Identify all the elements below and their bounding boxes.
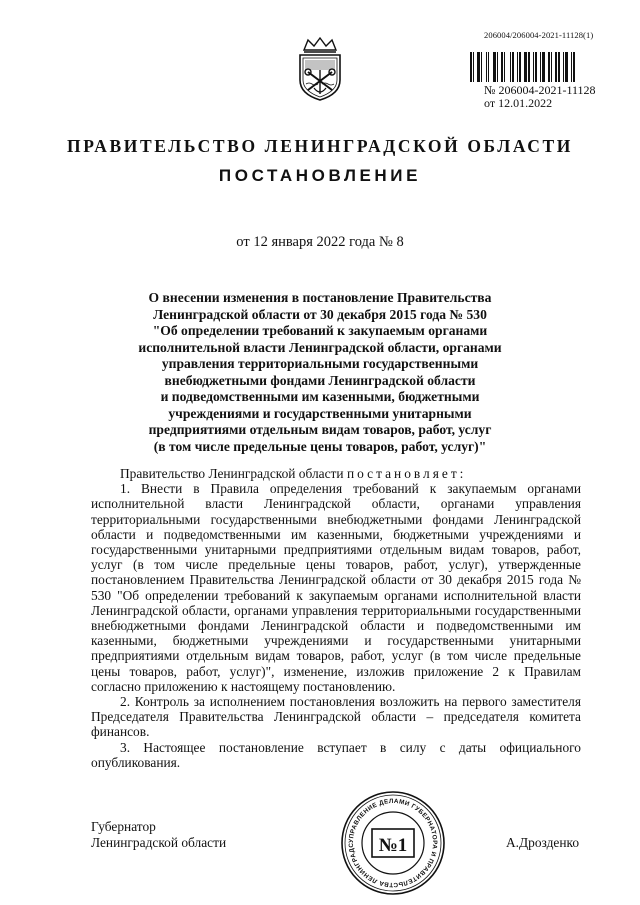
seal-ring-text: УПРАВЛЕНИЕ ДЕЛАМИ ГУБЕРНАТОРА И ПРАВИТЕЛЬСТВА ЛЕНИНГРАДС xyxy=(347,797,439,889)
government-name: ПРАВИТЕЛЬСТВО ЛЕНИНГРАДСКОЙ ОБЛАСТИ xyxy=(66,136,574,156)
title-line: учреждениями и государственными унитарными xyxy=(168,405,472,421)
barcode-bar xyxy=(522,52,523,82)
seal-number: №1 xyxy=(378,835,408,856)
document-reference-small: 206004/206004-2021-11128(1) xyxy=(484,30,594,40)
barcode-bar xyxy=(561,52,562,82)
registration-number: № 206004-2021-11128 xyxy=(484,83,596,97)
barcode-bar xyxy=(531,52,532,82)
decree-title xyxy=(60,290,580,455)
barcode-bar xyxy=(551,52,552,82)
barcode-bar xyxy=(515,52,516,82)
barcode-bar xyxy=(499,52,500,82)
barcode-bar xyxy=(546,52,547,82)
barcode-bar xyxy=(473,52,474,82)
barcode-bar xyxy=(540,52,541,82)
barcode-bar xyxy=(533,52,534,82)
title-line: управления территориальными государственными xyxy=(161,356,479,371)
barcode-bar xyxy=(475,52,476,82)
title-line: "Об определении требований к закупаемым органами xyxy=(152,323,488,338)
barcode-bar xyxy=(519,52,521,82)
barcode-bar xyxy=(548,52,550,82)
decree-date-number: от 12 января 2022 года № 8 xyxy=(236,234,404,250)
title-line: исполнительной власти Ленинградской области, органами xyxy=(138,339,502,355)
signatory-region: Ленинградской области xyxy=(91,835,227,850)
barcode-bar xyxy=(565,52,568,82)
barcode-bar xyxy=(497,52,498,82)
barcode-bar xyxy=(524,52,527,82)
intro-paragraph xyxy=(91,466,581,481)
barcode-bar xyxy=(490,52,492,82)
barcode-bar xyxy=(542,52,545,82)
barcode-bar xyxy=(553,52,554,82)
intro-subject: Правительство Ленинградской области xyxy=(120,466,344,481)
barcode-bar xyxy=(535,52,537,82)
title-line: О внесении изменения в постановление Правительства xyxy=(148,290,492,305)
title-line: Ленинградской области от 30 декабря 2015 года № 530 xyxy=(153,306,487,322)
registration-date: от 12.01.2022 xyxy=(484,96,553,110)
barcode-bar xyxy=(493,52,496,82)
barcode-bar xyxy=(528,52,530,82)
intro-verb: постановляет: xyxy=(346,466,467,481)
title-line: и подведомственными им казенными, бюджетными xyxy=(160,389,480,404)
barcode-icon xyxy=(470,52,578,82)
signatory-name: А.Дрозденко xyxy=(506,835,580,850)
title-line: предприятиями отдельным видам товаров, работ, услуг xyxy=(148,422,492,437)
barcode-bar xyxy=(483,52,485,82)
signatory-title: Губернатор xyxy=(91,819,156,834)
barcode-bar xyxy=(488,52,489,82)
decree-body xyxy=(91,466,581,770)
barcode-bar xyxy=(501,52,503,82)
barcode-bar xyxy=(563,52,564,82)
barcode-bar xyxy=(506,52,509,82)
barcode-bar xyxy=(517,52,518,82)
title-line: внебюджетными фондами Ленинградской области xyxy=(164,372,476,388)
signatory-position xyxy=(91,819,226,851)
barcode-bar xyxy=(486,52,487,82)
barcode-bar xyxy=(477,52,480,82)
paragraph-1: 1. Внести в Правила определения требований к закупаемым органами исполнительной власти Ленинградской области, органами управления территориальными государственными внебюджетными фондами Ленинградской области и подведомственными им казенными, бюджетными учреждениями и государственными унитарными предприятиями отдельным видам товаров, работ, услуг (в том числе предельные цены товаров, работ, услуг), утвержденные постановлением Правительства Ленинградской области от 30 декабря 2015 года № 530 "Об определении требований к закупаемым органами исполнительной власти Ленинградской области, органами управления территориальными государственными внебюджетными фондами Ленинградской области и подведомственными им казенными, бюджетными учреждениями и государственными унитарными предприятиями отдельным видам товаров, работ, услуг (в том числе предельные цены товаров, работ, услуг)", изменение, изложив приложение 2 к Правилам согласно приложению к настоящему постановлению. xyxy=(91,481,581,694)
barcode-bar xyxy=(470,52,472,82)
barcode-bar xyxy=(569,52,570,82)
barcode-bar xyxy=(510,52,511,82)
barcode-bar xyxy=(571,52,572,82)
barcode-bar xyxy=(481,52,482,82)
barcode-bar xyxy=(576,52,577,82)
paragraph-3: 3. Настоящее постановление вступает в силу с даты официального опубликования. xyxy=(91,739,581,770)
paragraph-2: 2. Контроль за исполнением постановления возложить на первого заместителя Председателя Правительства Ленинградской области – председателя комитета финансов. xyxy=(91,694,581,740)
barcode-bar xyxy=(558,52,560,82)
coat-of-arms-icon xyxy=(294,36,346,102)
official-seal-icon xyxy=(340,790,446,896)
barcode-bar xyxy=(504,52,505,82)
barcode-bar xyxy=(555,52,557,82)
barcode-bar xyxy=(573,52,575,82)
title-line: (в том числе предельные цены товаров, работ, услуг)" xyxy=(153,438,487,454)
registration-info xyxy=(484,84,596,110)
document-type: ПОСТАНОВЛЕНИЕ xyxy=(218,166,422,185)
barcode-bar xyxy=(538,52,539,82)
barcode-bar xyxy=(512,52,514,82)
